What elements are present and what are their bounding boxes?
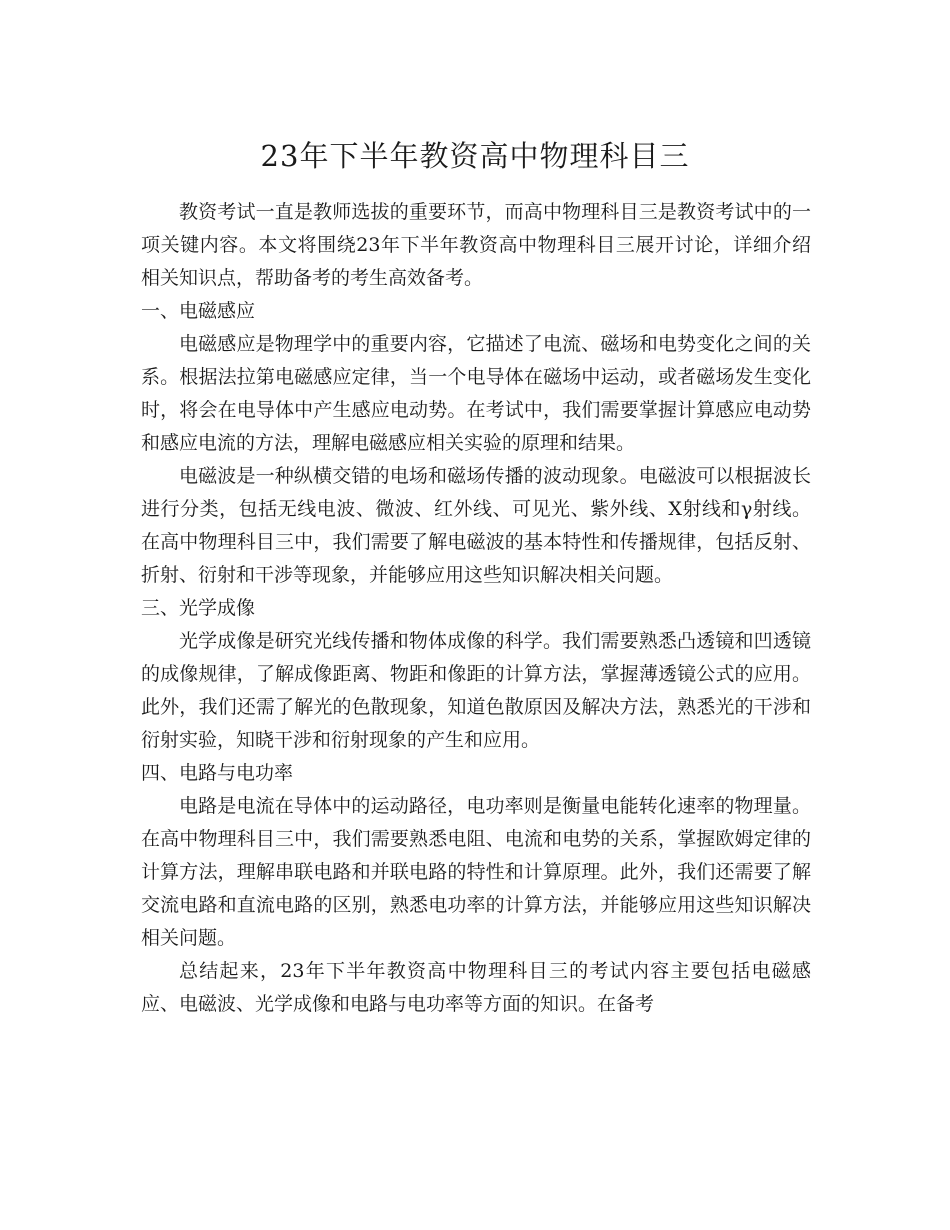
- body-paragraph-optics: 光学成像是研究光线传播和物体成像的科学。我们需要熟悉凸透镜和凹透镜的成像规律，了解成像距离、物距和像距的计算方法，掌握薄透镜公式的应用。此外，我们还需了解光的色散现象，知道色散原因及解决方法，熟悉光的干涉和衍射实验，知晓干涉和衍射现象的产生和应用。: [141, 630, 811, 751]
- body-paragraph-summary: 总结起来，23年下半年教资高中物理科目三的考试内容主要包括电磁感应、电磁波、光学成像和电路与电功率等方面的知识。在备考: [141, 960, 811, 1015]
- document-body: [141, 196, 811, 1021]
- section-heading-circuits-power: 四、电路与电功率: [141, 762, 294, 784]
- document-title: 23年下半年教资高中物理科目三: [260, 139, 690, 173]
- intro-paragraph: 教资考试一直是教师选拔的重要环节，而高中物理科目三是教资考试中的一项关键内容。本文将围绕23年下半年教资高中物理科目三展开讨论，详细介绍相关知识点，帮助备考的考生高效备考。: [141, 201, 811, 289]
- section-heading-optical-imaging: 三、光学成像: [141, 597, 256, 619]
- body-paragraph-electromagnetic-waves: 电磁波是一种纵横交错的电场和磁场传播的波动现象。电磁波可以根据波长进行分类，包括无线电波、微波、红外线、可见光、紫外线、X射线和γ射线。在高中物理科目三中，我们需要了解电磁波的基本特性和传播规律，包括反射、折射、衍射和干涉等现象，并能够应用这些知识解决相关问题。: [141, 465, 811, 586]
- body-paragraph-induction: 电磁感应是物理学中的重要内容，它描述了电流、磁场和电势变化之间的关系。根据法拉第电磁感应定律，当一个电导体在磁场中运动，或者磁场发生变化时，将会在电导体中产生感应电动势。在考试中，我们需要掌握计算感应电动势和感应电流的方法，理解电磁感应相关实验的原理和结果。: [141, 333, 811, 454]
- body-paragraph-circuits: 电路是电流在导体中的运动路径，电功率则是衡量电能转化速率的物理量。在高中物理科目三中，我们需要熟悉电阻、电流和电势的关系，掌握欧姆定律的计算方法，理解串联电路和并联电路的特性和计算原理。此外，我们还需要了解交流电路和直流电路的区别，熟悉电功率的计算方法，并能够应用这些知识解决相关问题。: [141, 795, 811, 949]
- section-heading-electromagnetic-induction: 一、电磁感应: [141, 300, 256, 322]
